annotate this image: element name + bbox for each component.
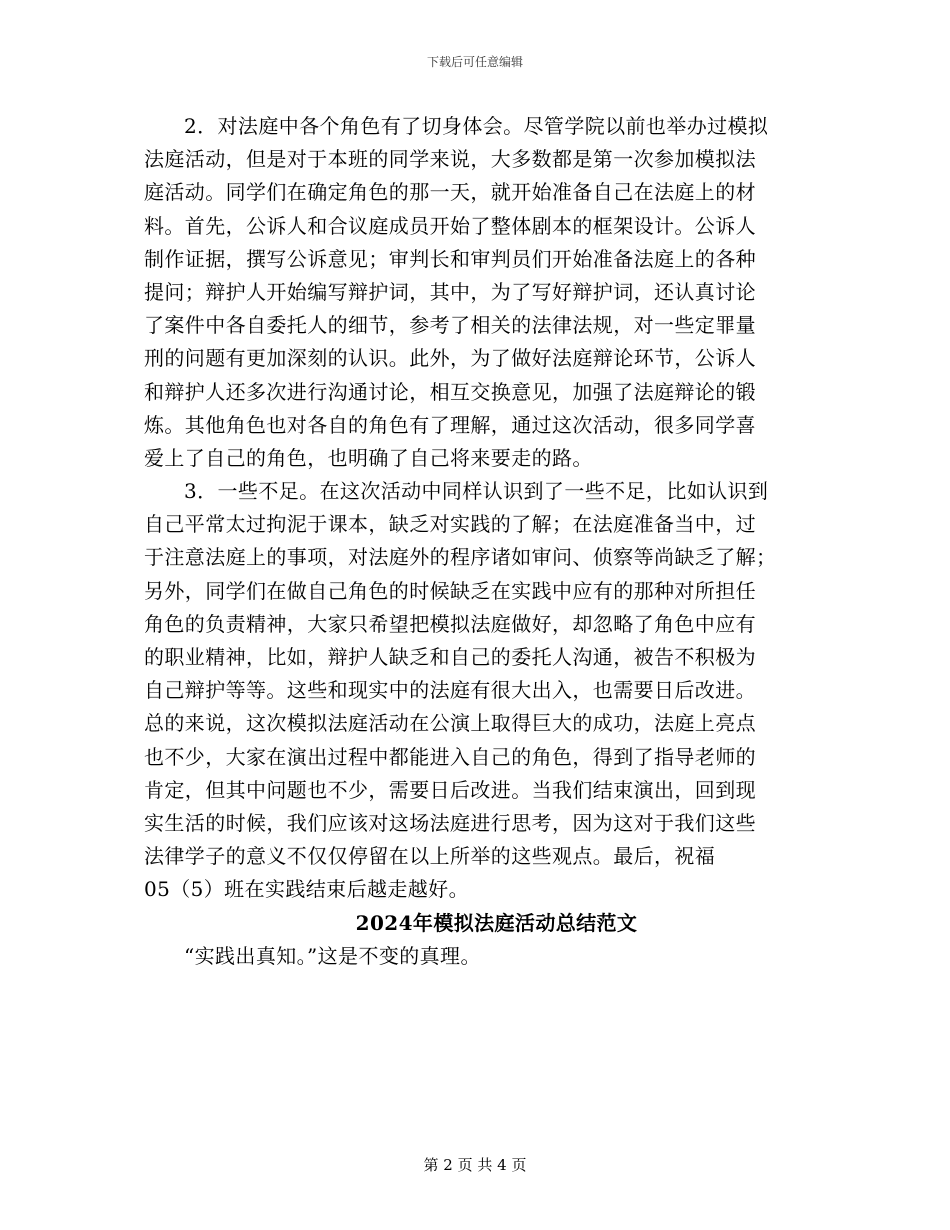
paragraph-line: 法庭活动，但是对于本班的同学来说，大多数都是第一次参加模拟法 — [144, 147, 756, 172]
paragraph-2 — [144, 110, 809, 475]
paragraph-line: 自己平常太过拘泥于课本，缺乏对实践的了解；在法庭准备当中，过 — [144, 512, 756, 537]
section-title: 2024年模拟法庭活动总结范文 — [355, 910, 638, 935]
paragraph-line: 的职业精神，比如，辩护人缺乏和自己的委托人沟通，被告不积极为 — [144, 645, 756, 669]
intro-line: “实践出真知。”这是不变的真理。 — [184, 943, 481, 968]
paragraph-line: 提问；辩护人开始编写辩护词，其中，为了写好辩护词，还认真讨论 — [144, 279, 756, 304]
paragraph-line: 05（5）班在实践结束后越走越好。 — [144, 877, 469, 902]
paragraph-line: 炼。其他角色也对各自的角色有了理解，通过这次活动，很多同学喜 — [144, 412, 756, 437]
paragraph-line: 另外，同学们在做自己角色的时候缺乏在实践中应有的那种对所担任 — [144, 578, 756, 603]
paragraph-line: 爱上了自己的角色，也明确了自己将来要走的路。 — [144, 445, 593, 470]
paragraph-line: 3．一些不足。在这次活动中同样认识到了一些不足，比如认识到 — [184, 479, 769, 504]
page-footer: 第 2 页 共 4 页 — [423, 1156, 527, 1174]
paragraph-3 — [144, 475, 809, 906]
paragraph-line: 料。首先，公诉人和合议庭成员开始了整体剧本的框架设计。公诉人 — [144, 213, 756, 238]
paragraph-line: 肯定，但其中问题也不少，需要日后改进。当我们结束演出，回到现 — [144, 777, 756, 802]
paragraph-line: 庭活动。同学们在确定角色的那一天，就开始准备自己在法庭上的材 — [144, 180, 756, 205]
paragraph-line: 制作证据，撰写公诉意见；审判长和审判员们开始准备法庭上的各种 — [144, 246, 756, 271]
paragraph-line: 法律学子的意义不仅仅停留在以上所举的这些观点。最后，祝福 — [144, 844, 716, 869]
paragraph-line: 和辩护人还多次进行沟通讨论，相互交换意见，加强了法庭辩论的锻 — [144, 379, 756, 404]
paragraph-line: 总的来说，这次模拟法庭活动在公演上取得巨大的成功，法庭上亮点 — [144, 711, 756, 736]
paragraph-line: 自己辩护等等。这些和现实中的法庭有很大出入，也需要日后改进。 — [144, 678, 756, 703]
paragraph-line: 于注意法庭上的事项，对法庭外的程序诸如审问、侦察等尚缺乏了解； — [144, 545, 777, 570]
paragraph-line: 了案件中各自委托人的细节，参考了相关的法律法规，对一些定罪量 — [144, 313, 756, 338]
page-header: 下载后可任意编辑 — [426, 55, 523, 69]
paragraph-line: 2．对法庭中各个角色有了切身体会。尽管学院以前也举办过模拟 — [184, 114, 769, 138]
paragraph-line: 角色的负责精神，大家只希望把模拟法庭做好，却忽略了角色中应有 — [144, 611, 756, 636]
document-body — [144, 110, 809, 973]
paragraph-line: 也不少，大家在演出过程中都能进入自己的角色，得到了指导老师的 — [144, 744, 756, 769]
paragraph-line: 刑的问题有更加深刻的认识。此外，为了做好法庭辩论环节，公诉人 — [144, 346, 756, 371]
paragraph-line: 实生活的时候，我们应该对这场法庭进行思考，因为这对于我们这些 — [144, 810, 756, 835]
